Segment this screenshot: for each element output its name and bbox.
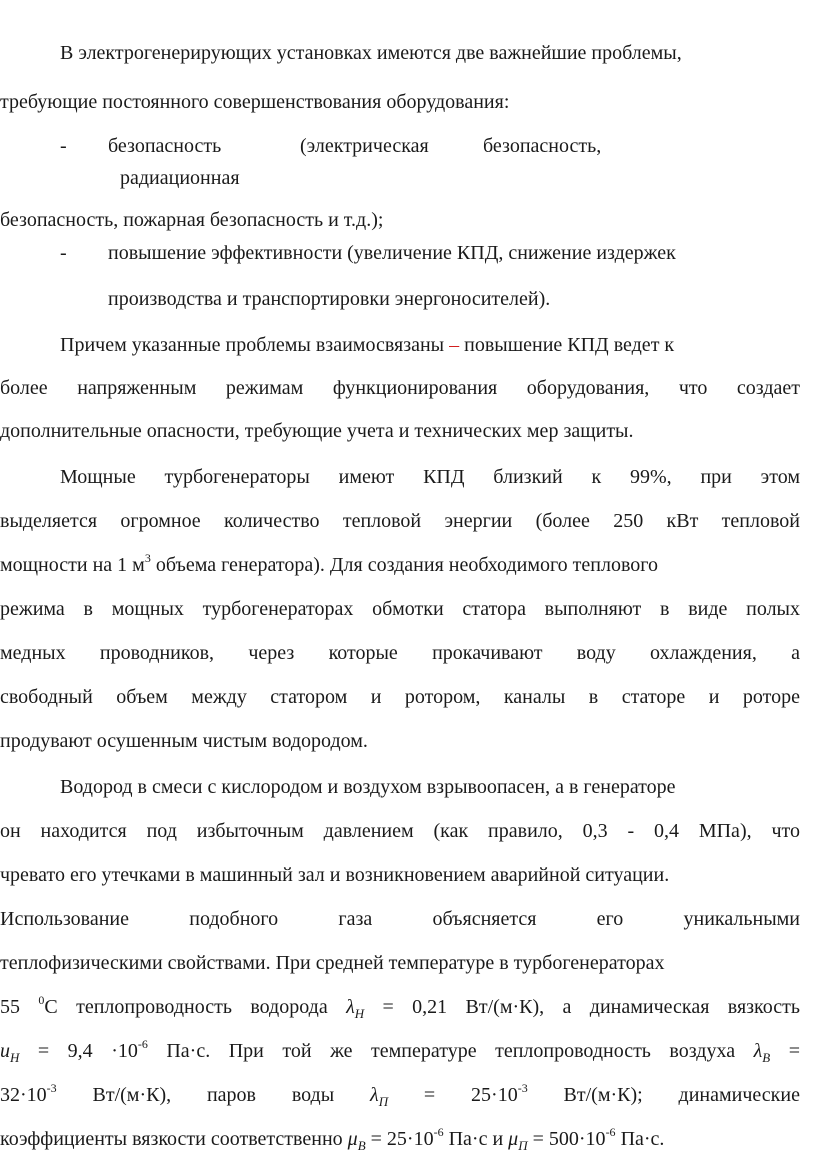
text: 32·10 [0, 1084, 47, 1106]
superscript: 0 [38, 993, 45, 1008]
list-item-1-line-3: безопасность, пожарная безопасность и т.д.); [0, 209, 384, 231]
text: Па·с и [443, 1128, 509, 1150]
lambda-symbol: λ [753, 1040, 763, 1062]
paragraph-1-line-2: требующие постоянного совершенствования оборудования: [0, 91, 510, 113]
paragraph-2-text-a: Причем указанные проблемы взаимосвязаны [60, 334, 450, 356]
paragraph-4-line-3: чревато его утечками в машинный зал и возникновением аварийной ситуации. [0, 864, 670, 886]
paragraph-4-line-5: теплофизическими свойствами. При средней температуре в турбогенераторах [0, 952, 665, 974]
text: коэффициенты вязкости соответственно [0, 1128, 348, 1150]
text: С теплопроводность водорода [44, 996, 347, 1018]
paragraph-4-line-8 [0, 1080, 800, 1110]
paragraph-3-line-7: продувают осушенным чистым водородом. [0, 730, 368, 752]
paragraph-3-line-2: выделяется огромное количество тепловой энергии (более 250 кВт тепловой [0, 510, 800, 532]
text: 55 [0, 996, 39, 1018]
list-item-1-word-3: безопасность, [483, 135, 602, 157]
subscript: П [378, 1094, 389, 1109]
subscript: B [357, 1138, 366, 1153]
text: = 0,21 Вт/(м·К), а динамическая вязкость [364, 996, 800, 1018]
subscript: B [762, 1050, 771, 1065]
text: = 25·10 [388, 1084, 518, 1106]
superscript: -6 [137, 1037, 148, 1052]
subscript: H [10, 1050, 20, 1065]
list-dash-1: - [60, 135, 67, 157]
paragraph-3-line-4: режима в мощных турбогенераторах обмотки статора выполняют в виде полых [0, 598, 800, 620]
text: = 500·10 [527, 1128, 606, 1150]
mu-symbol: μ [347, 1128, 358, 1150]
paragraph-3-text-b: объема генератора). Для создания необходимого теплового [150, 554, 658, 576]
mu-symbol: μ [508, 1128, 519, 1150]
list-item-2-line-2: производства и транспортировки энергоносителей). [108, 288, 551, 310]
paragraph-4-line-6 [0, 992, 800, 1022]
paragraph-1-line-1: В электрогенерирующих установках имеются две важнейшие проблемы, [60, 42, 682, 64]
mu-symbol: и [0, 1040, 10, 1062]
text: = [770, 1040, 800, 1062]
text: = 25·10 [365, 1128, 434, 1150]
paragraph-2-line-1 [60, 330, 800, 360]
paragraph-4-line-7 [0, 1036, 800, 1066]
text: Па·с. При той же температуре теплопроводность воздуха [147, 1040, 754, 1062]
lambda-symbol: λ [370, 1084, 379, 1106]
paragraph-4-line-1: Водород в смеси с кислородом и воздухом взрывоопасен, а в генераторе [60, 776, 676, 798]
subscript: H [354, 1006, 365, 1021]
list-dash-2: - [60, 242, 67, 264]
paragraph-3-line-3 [0, 550, 800, 580]
list-item-1-word-2: (электрическая [300, 135, 429, 157]
superscript: -6 [433, 1125, 444, 1140]
subscript: П [518, 1138, 528, 1153]
list-item-1-word-1: безопасность [108, 135, 222, 157]
paragraph-3-text-a: мощности на 1 м [0, 554, 145, 576]
superscript: -3 [46, 1081, 57, 1096]
text: = 9,4 ·10 [19, 1040, 138, 1062]
paragraph-4-line-9 [0, 1124, 800, 1154]
text: Па·с. [615, 1128, 665, 1150]
paragraph-2-text-b: повышение КПД ведет к [459, 334, 675, 356]
paragraph-2-line-3: дополнительные опасности, требующие учета и технических мер защиты. [0, 420, 634, 442]
paragraph-3-line-5: медных проводников, через которые прокачивают воду охлаждения, а [0, 642, 800, 664]
paragraph-3-line-6: свободный объем между статором и ротором, каналы в статоре и роторе [0, 686, 800, 708]
text: Вт/(м·К); динамические [527, 1084, 800, 1106]
paragraph-4-line-4: Использование подобного газа объясняется его уникальными [0, 908, 800, 930]
text: Вт/(м·К), паров воды [56, 1084, 371, 1106]
paragraph-3-line-1: Мощные турбогенераторы имеют КПД близкий к 99%, при этом [60, 466, 800, 488]
superscript: 3 [144, 551, 151, 566]
superscript: -3 [517, 1081, 528, 1096]
paragraph-2-dash: – [449, 334, 460, 356]
list-item-1-line-2: радиационная [120, 167, 240, 189]
list-item-2-line-1: повышение эффективности (увеличение КПД, снижение издержек [108, 242, 676, 264]
paragraph-2-line-2: более напряженным режимам функционирования оборудования, что создает [0, 377, 800, 399]
lambda-symbol: λ [346, 996, 355, 1018]
paragraph-4-line-2: он находится под избыточным давлением (как правило, 0,3 - 0,4 МПа), что [0, 820, 800, 842]
superscript: -6 [605, 1125, 616, 1140]
